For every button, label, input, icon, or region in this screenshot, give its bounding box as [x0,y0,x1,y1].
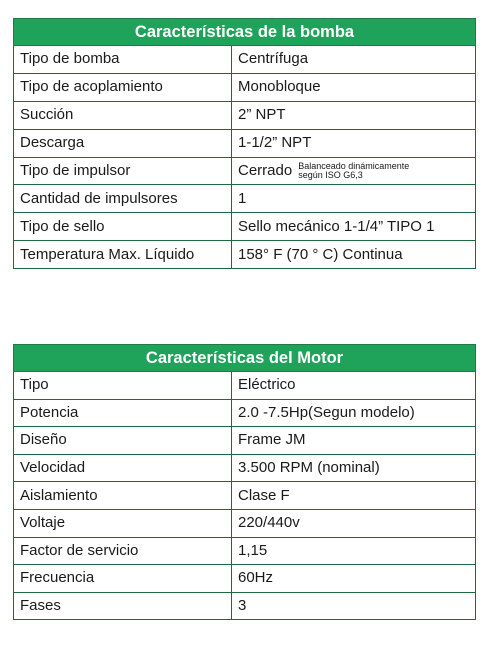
row-value: 2.0 -7.5Hp(Segun modelo) [232,399,476,427]
row-label: Frecuencia [14,565,232,593]
note-line: según ISO G6,3 [298,170,363,180]
table-header-row [14,345,476,372]
table-row [14,157,476,185]
impeller-note [298,162,409,180]
row-label: Potencia [14,399,232,427]
table-row [14,537,476,565]
row-value: 1 [232,185,476,213]
table-row [14,213,476,241]
note-line: Balanceado dinámicamente [298,161,410,171]
table-row [14,101,476,129]
table-header-row [14,19,476,46]
row-value: 60Hz [232,565,476,593]
row-value: 2” NPT [232,101,476,129]
row-label: Tipo de bomba [14,46,232,74]
row-value: Sello mecánico 1-1/4” TIPO 1 [232,213,476,241]
row-label: Voltaje [14,509,232,537]
row-value: Clase F [232,482,476,510]
row-value: 1-1/2” NPT [232,129,476,157]
row-value: 3.500 RPM (nominal) [232,454,476,482]
row-label: Aislamiento [14,482,232,510]
row-label: Succión [14,101,232,129]
pump-characteristics-table [13,18,476,269]
row-value: Cerrado [238,161,293,179]
pump-table-title: Características de la bomba [14,19,476,46]
motor-characteristics-table [13,344,476,620]
row-label: Cantidad de impulsores [14,185,232,213]
table-row [14,592,476,620]
row-label: Factor de servicio [14,537,232,565]
table-row [14,241,476,269]
table-row [14,129,476,157]
table-row [14,565,476,593]
motor-table-title: Características del Motor [14,345,476,372]
table-row [14,73,476,101]
row-value: Monobloque [232,73,476,101]
row-value: 3 [232,592,476,620]
table-row [14,427,476,455]
table-row [14,46,476,74]
row-label: Tipo de impulsor [14,157,232,185]
row-label: Velocidad [14,454,232,482]
row-label: Temperatura Max. Líquido [14,241,232,269]
row-label: Tipo de acoplamiento [14,73,232,101]
row-label: Fases [14,592,232,620]
row-value-with-note [232,157,476,185]
table-row [14,454,476,482]
row-value: 1,15 [232,537,476,565]
row-value: Eléctrico [232,372,476,400]
row-value: 220/440v [232,509,476,537]
row-label: Diseño [14,427,232,455]
row-value: Centrífuga [232,46,476,74]
table-row [14,399,476,427]
row-label: Tipo [14,372,232,400]
row-label: Descarga [14,129,232,157]
table-row [14,372,476,400]
table-row [14,509,476,537]
table-row [14,482,476,510]
row-label: Tipo de sello [14,213,232,241]
table-row [14,185,476,213]
row-value: Frame JM [232,427,476,455]
row-value: 158° F (70 ° C) Continua [232,241,476,269]
